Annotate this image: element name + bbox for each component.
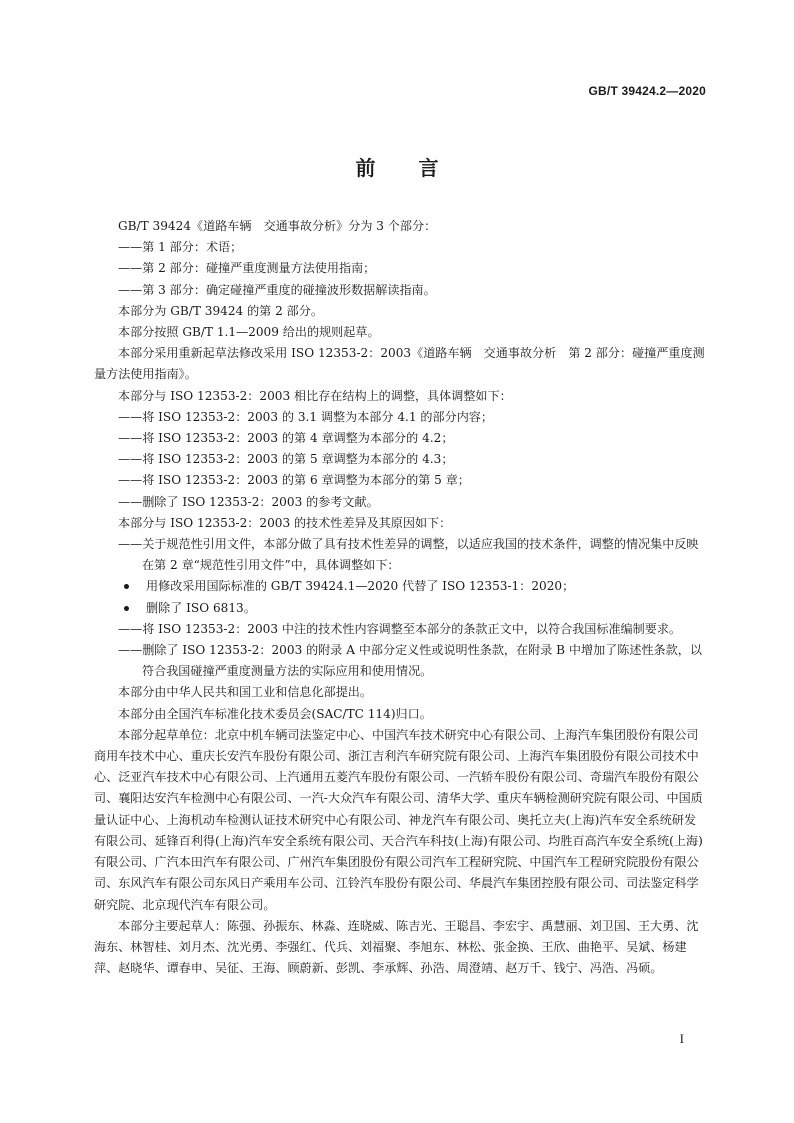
paragraph-this-part: 本部分为 GB/T 39424 的第 2 部分。 [118,303,323,318]
paragraph-drafters: 本部分主要起草人：陈强、孙振东、林淼、连晓威、陈吉光、王聪昌、李宏宇、禹慧丽、刘卫国、王大勇、沈海东、林智桂、刘月杰、沈光勇、李强红、代兵、刘福聚、李旭东、林松、张金换、王欣、曲艳平、吴斌、杨建萍、赵晓华、谭春申、吴征、王海、顾蔚新、彭凯、李承辉、孙浩、周澄靖、赵万千、钱宁、冯浩、冯硕。 [94,918,699,976]
page-title: 前 言 [355,156,439,180]
foreword-body [94,216,706,979]
paragraph-drafting-rules: 本部分按照 GB/T 1.1—2009 给出的规则起草。 [118,325,380,340]
paragraph-drafting-units: 本部分起草单位：北京中机车辆司法鉴定中心、中国汽车技术研究中心有限公司、上海汽车集团股份有限公司商用车技术中心、重庆长安汽车股份有限公司、浙江吉利汽车研究院有限公司、上海汽车集团股份有限公司技术中心、泛亚汽车技术中心有限公司、上汽通用五菱汽车股份有限公司、一汽轿车股份有限公司、奇瑞汽车股份有限公司、襄阳达安汽车检测中心有限公司、一汽-大众汽车有限公司、清华大学、重庆车辆检测研究院有限公司、中国质量认证中心、上海机动车检测认证技术研究中心有限公司、神龙汽车有限公司、奥托立夫(上海)汽车安全系统研发有限公司、延锋百利得(上海)汽车安全系统有限公司、天合汽车科技(上海)有限公司、均胜百高汽车安全系统(上海)有限公司、广汽本田汽车有限公司、广州汽车集团股份有限公司汽车工程研究院、中国汽车工程研究院股份有限公司、东风汽车有限公司东风日产乘用车公司、江铃汽车股份有限公司、华晨汽车集团控股有限公司、司法鉴定科学研究院、北京现代汽车有限公司。 [94,727,703,912]
bullet-item: 删除了 ISO 6813。 [94,598,706,619]
paragraph-committee: 本部分由全国汽车标准化技术委员会(SAC/TC 114)归口。 [118,706,432,721]
list-item-structure-change: ——将 ISO 12353-2：2003 的第 4 章调整为本部分的 4.2； [118,431,454,446]
list-item-part-2: ——第 2 部分：碰撞严重度测量方法使用指南； [118,261,376,276]
paragraph-technical-differences: 本部分与 ISO 12353-2：2003 的技术性差异及其原因如下： [118,515,452,530]
list-item-technical-difference: ——将 ISO 12353-2：2003 中注的技术性内容调整至本部分的条款正文中，以符合我国标准编制要求。 [118,621,682,636]
list-item-structure-change: ——删除了 ISO 12353-2：2003 的参考文献。 [118,494,379,509]
standard-code: GB/T 39424.2—2020 [588,84,706,98]
page-number: I [679,1031,684,1046]
list-item-part-3: ——第 3 部分：确定碰撞严重度的碰撞波形数据解读指南。 [118,282,436,297]
paragraph-parts-overview: GB/T 39424《道路车辆 交通事故分析》分为 3 个部分： [118,219,437,233]
list-item-technical-difference: ——删除了 ISO 12353-2：2003 的附录 A 中部分定义性或说明性条款，在附录 B 中增加了陈述性条款，以符合我国碰撞严重度测量方法的实际应用和使用情况。 [118,643,702,679]
paragraph-proposer: 本部分由中华人民共和国工业和信息化部提出。 [118,685,372,700]
paragraph-structure-changes: 本部分与 ISO 12353-2：2003 相比存在结构上的调整，具体调整如下： [118,388,512,403]
list-item-structure-change: ——将 ISO 12353-2：2003 的第 6 章调整为本部分的第 5 章； [118,473,470,488]
paragraph-adoption: 本部分采用重新起草法修改采用 ISO 12353-2：2003《道路车辆 交通事故分析 第 2 部分：碰撞严重度测量方法使用指南》。 [94,346,705,382]
bullet-item: 用修改采用国际标准的 GB/T 39424.1—2020 代替了 ISO 12353-1：2020； [94,576,706,597]
list-item-technical-difference: ——关于规范性引用文件，本部分做了具有技术性差异的调整，以适应我国的技术条件，调整的情况集中反映在第 2 章“规范性引用文件”中，具体调整如下： [118,537,699,573]
list-item-structure-change: ——将 ISO 12353-2：2003 的 3.1 调整为本部分 4.1 的部分内容； [118,409,493,424]
list-item-structure-change: ——将 ISO 12353-2：2003 的第 5 章调整为本部分的 4.3； [118,452,454,467]
list-item-part-1: ——第 1 部分：术语； [118,240,243,255]
